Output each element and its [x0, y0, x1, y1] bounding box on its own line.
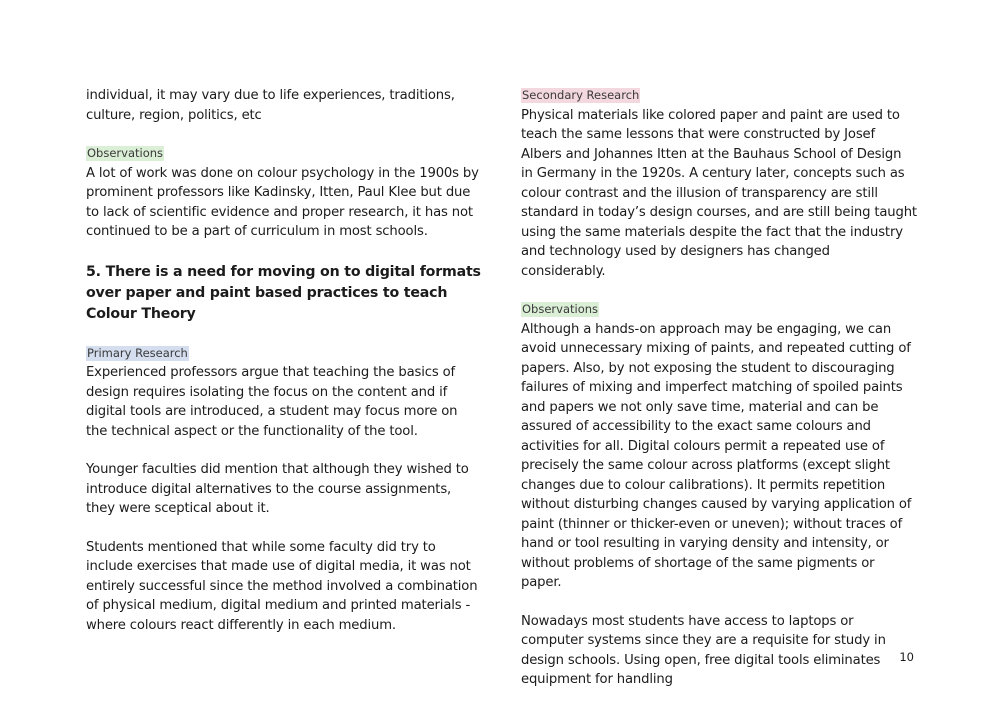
- observations-paragraph: Although a hands-on approach may be engaging, we can avoid unnecessary mixing of paints, and repeated cutting of papers. Also, by not exposing the student to discouraging failures of mixing and imperfect matching of spoiled paints and papers we not only save time, material and can be assured of accessibility to the exact same colours and activities for all. Digital colours permit a repeated use of precisely the same colour across platforms (except slight changes due to colour calibrations). It permits repetition without disturbing changes caused by varying application of paint (thinner or thicker-even or uneven); without traces of hand or tool resulting in varying density and intensity, or without problems of shortage of the same pigments or paper.: [521, 321, 912, 590]
- left-column: [86, 86, 482, 635]
- primary-paragraph: Experienced professors argue that teaching the basics of design requires isolating the focus on the content and if digital tools are introduced, a student may focus more on the technical aspect or the functionality of the tool.: [86, 365, 458, 439]
- observations-paragraph: A lot of work was done on colour psychology in the 1900s by prominent professors like Kadinsky, Itten, Paul Klee but due to lack of scientific evidence and proper research, it has not continued to be a part of curriculum in most schools.: [86, 165, 479, 239]
- observations-label: Observations: [522, 302, 599, 316]
- intro-paragraph: individual, it may vary due to life experiences, traditions, culture, region, politics, etc: [86, 88, 455, 123]
- primary-paragraph: Younger faculties did mention that although they wished to introduce digital alternatives to the course assignments, they were sceptical about it.: [86, 462, 469, 516]
- secondary-paragraph: Physical materials like colored paper and paint are used to teach the same lessons that were constructed by Josef Albers and Johannes Itten at the Bauhaus School of Design in Germany in the 1920s. A century later, concepts such as colour contrast and the illusion of transparency are still standard in today’s design courses, and are still being taught using the same materials despite the fact that the industry and technology used by designers has changed considerably.: [521, 107, 917, 279]
- primary-paragraph: Students mentioned that while some faculty did try to include exercises that made use of digital media, it was not entirely successful since the method involved a combination of physical medium, digital medium and printed materials - where colours react differently in each medium.: [86, 539, 478, 633]
- secondary-research-label: Secondary Research: [522, 88, 640, 102]
- observations-label: Observations: [87, 146, 164, 160]
- observations-paragraph: Nowadays most students have access to laptops or computer systems since they are a requisite for study in design schools. Using open, free digital tools eliminates equipment for handling: [521, 613, 886, 687]
- primary-research-label: Primary Research: [87, 345, 188, 360]
- section-heading: 5. There is a need for moving on to digital formats over paper and paint based practices to teach Colour Theory: [86, 263, 481, 322]
- page-number: 10: [899, 650, 914, 664]
- right-column: [521, 86, 917, 690]
